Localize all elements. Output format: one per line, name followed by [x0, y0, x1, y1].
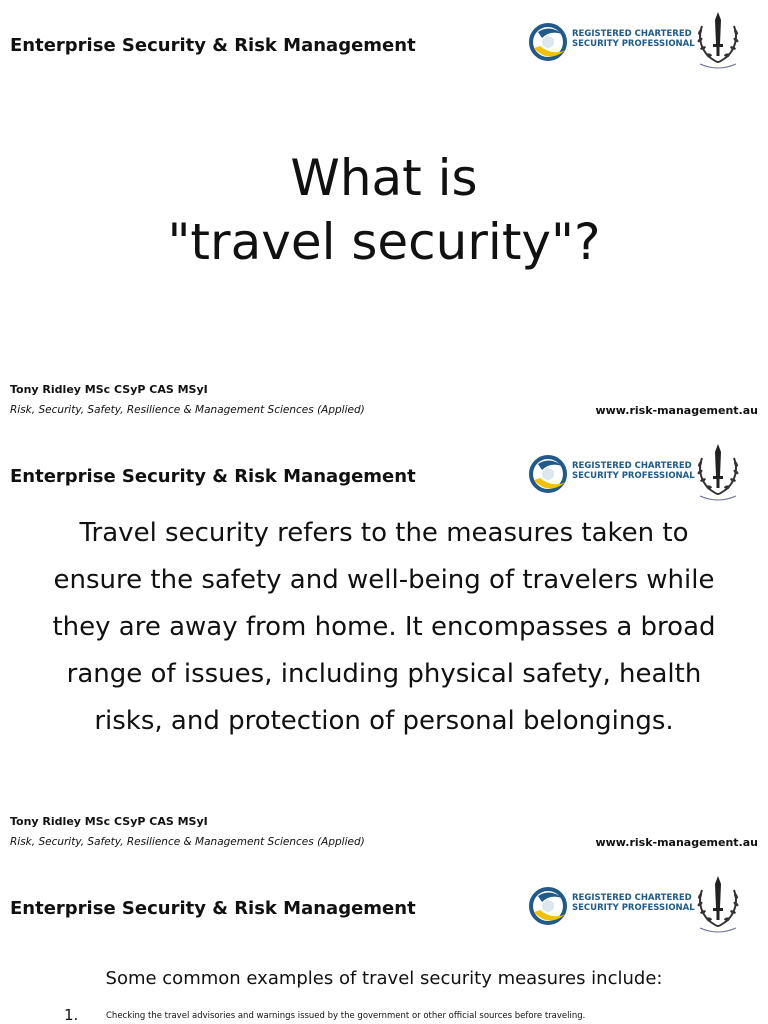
- slide-2: [0, 432, 768, 864]
- slide-title-line-1: What is: [290, 149, 478, 207]
- rcsp-line-1: REGISTERED CHARTERED: [572, 29, 692, 39]
- rcsp-logo-text: [572, 29, 695, 49]
- rcsp-logo: [528, 884, 695, 928]
- rcsp-line-1: REGISTERED CHARTERED: [572, 893, 692, 903]
- rcsp-line-2: SECURITY PROFESSIONAL: [572, 903, 695, 913]
- rcsp-emblem-icon: [528, 884, 572, 928]
- footer-author: Tony Ridley MSc CSyP CAS MSyI: [10, 383, 208, 396]
- slide-1: [0, 0, 768, 432]
- laurel-sword-icon: [694, 874, 742, 936]
- footer-author: Tony Ridley MSc CSyP CAS MSyI: [10, 815, 208, 828]
- laurel-sword-icon: [694, 10, 742, 72]
- footer-subtitle: Risk, Security, Safety, Resilience & Management Sciences (Applied): [10, 836, 365, 848]
- rcsp-line-2: SECURITY PROFESSIONAL: [572, 471, 695, 481]
- laurel-seal-logo: [694, 442, 742, 504]
- laurel-seal-logo: [694, 10, 742, 72]
- definition-paragraph: Travel security refers to the measures taken to ensure the safety and well-being of travelers while they are away from home. It encompasses a broad range of issues, including physical safety, health risks, and protection of personal belongings.: [52, 518, 716, 736]
- list-item-number: 1.: [64, 1006, 79, 1024]
- slide-header-title: Enterprise Security & Risk Management: [10, 466, 416, 487]
- footer-url-link[interactable]: www.risk-management.au: [595, 404, 758, 417]
- footer-url-link[interactable]: www.risk-management.au: [595, 836, 758, 849]
- slide-title-line-2: "travel security"?: [167, 213, 601, 271]
- list-item-text: Checking the travel advisories and warnings issued by the government or other official sources before traveling.: [106, 1011, 586, 1021]
- rcsp-line-1: REGISTERED CHARTERED: [572, 461, 692, 471]
- slide-3: [0, 864, 768, 1024]
- rcsp-line-2: SECURITY PROFESSIONAL: [572, 39, 695, 49]
- slide-title: [0, 146, 768, 274]
- footer-subtitle: Risk, Security, Safety, Resilience & Management Sciences (Applied): [10, 404, 365, 416]
- rcsp-emblem-icon: [528, 452, 572, 496]
- rcsp-logo: [528, 452, 695, 496]
- laurel-seal-logo: [694, 874, 742, 936]
- rcsp-logo: [528, 20, 695, 64]
- rcsp-logo-text: [572, 893, 695, 913]
- rcsp-logo-text: [572, 461, 695, 481]
- slide-header-title: Enterprise Security & Risk Management: [10, 35, 416, 56]
- examples-intro: Some common examples of travel security measures include:: [105, 968, 663, 989]
- slide-header-title: Enterprise Security & Risk Management: [10, 898, 416, 919]
- laurel-sword-icon: [694, 442, 742, 504]
- rcsp-emblem-icon: [528, 20, 572, 64]
